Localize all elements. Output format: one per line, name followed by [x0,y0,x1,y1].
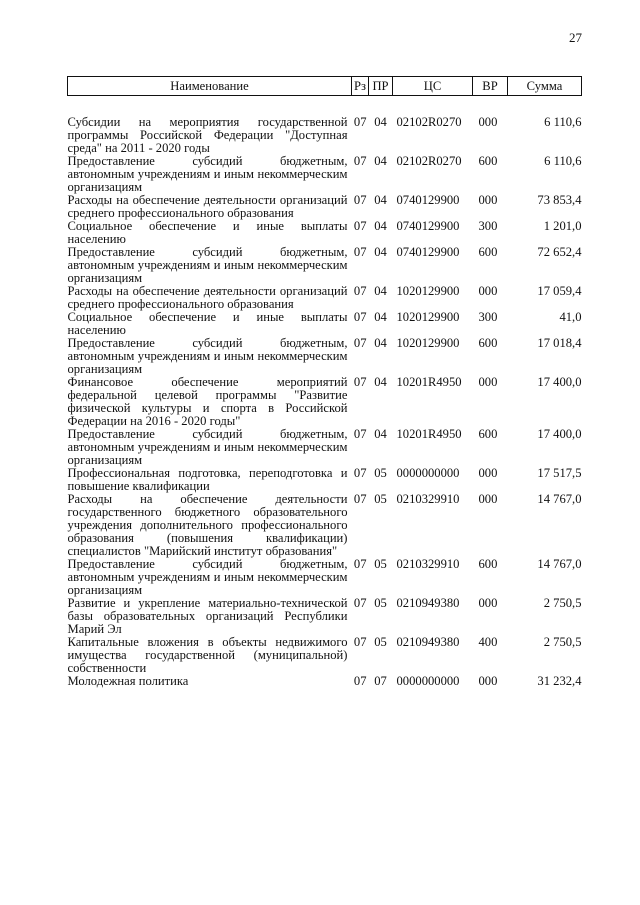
header-cs: ЦС [393,77,473,96]
cell-name: Развитие и укрепление материально-технической базы образовательных организаций Республики Марий Эл [67,596,348,636]
cell-name: Расходы на обеспечение деятельности организаций среднего профессионального образования [67,193,348,220]
table-row [68,376,582,428]
header-vr: ВР [473,77,508,96]
cell-cs: 0210329910 [396,492,460,506]
cell-vr: 000 [478,375,498,389]
cell-rz: 07 [353,193,367,207]
cell-vr: 000 [478,115,498,129]
cell-name: Молодежная политика [67,674,189,688]
cell-cs: 1020129900 [396,310,460,324]
cell-vr: 400 [478,635,498,649]
cell-vr: 000 [478,596,498,610]
cell-sum: 73 853,4 [537,193,582,207]
cell-sum: 41,0 [559,310,582,324]
cell-pr: 07 [374,674,387,688]
header-sum: Сумма [508,77,582,96]
cell-sum: 72 652,4 [537,245,582,259]
table-row [68,675,582,688]
cell-sum: 14 767,0 [537,557,582,571]
cell-sum: 6 110,6 [544,115,582,129]
cell-vr: 000 [478,674,498,688]
cell-name: Финансовое обеспечение мероприятий федеральной целевой программы "Развитие физической культуры и спорта в Российской Федерации на 2016 - 2020 годы" [67,375,348,428]
cell-pr: 04 [374,336,387,350]
table-header-row [68,77,582,96]
cell-name: Социальное обеспечение и иные выплаты населению [67,310,348,337]
cell-cs: 10201R4950 [396,375,462,389]
cell-sum: 17 400,0 [537,375,582,389]
cell-rz: 07 [353,154,367,168]
cell-rz: 07 [353,219,367,233]
cell-name: Предоставление субсидий бюджетным, автономным учреждениям и иным некоммерческим организациям [67,427,348,467]
cell-pr: 05 [374,557,387,571]
cell-pr: 04 [374,115,387,129]
cell-pr: 04 [374,219,387,233]
cell-rz: 07 [353,492,367,506]
cell-name: Предоставление субсидий бюджетным, автономным учреждениям и иным некоммерческим организациям [67,245,348,285]
cell-pr: 05 [374,635,387,649]
cell-cs: 0210949380 [396,596,460,610]
cell-cs: 1020129900 [396,284,460,298]
table-row [68,194,582,220]
cell-cs: 10201R4950 [396,427,462,441]
cell-rz: 07 [353,596,367,610]
cell-name: Социальное обеспечение и иные выплаты населению [67,219,348,246]
table-row [68,155,582,194]
cell-rz: 07 [353,427,367,441]
cell-cs: 02102R0270 [396,154,462,168]
cell-pr: 04 [374,245,387,259]
cell-rz: 07 [353,115,367,129]
cell-rz: 07 [353,310,367,324]
cell-cs: 0000000000 [396,466,460,480]
table-body [68,96,582,689]
cell-cs: 0740129900 [396,193,460,207]
cell-name: Субсидии на мероприятия государственной программы Российской Федерации "Доступная среда" на 2011 - 2020 годы [67,115,348,155]
cell-name: Профессиональная подготовка, переподготовка и повышение квалификации [67,466,348,493]
table-row [68,246,582,285]
cell-rz: 07 [353,635,367,649]
budget-table [67,76,582,688]
table-row [68,558,582,597]
table-row [68,285,582,311]
cell-pr: 04 [374,427,387,441]
cell-name: Капитальные вложения в объекты недвижимого имущества государственной (муниципальной) собственности [67,635,348,675]
table-row [68,311,582,337]
cell-sum: 1 201,0 [543,219,582,233]
cell-vr: 000 [478,284,498,298]
cell-name: Расходы на обеспечение деятельности государственного бюджетного образовательного учреждения дополнительного профессионального образования (повышения квалификации) специалистов "Марийский институт образования" [67,492,348,558]
page-number: 27 [569,30,582,45]
cell-pr: 05 [374,466,387,480]
cell-vr: 000 [478,193,498,207]
cell-name: Предоставление субсидий бюджетным, автономным учреждениям и иным некоммерческим организациям [67,336,348,376]
cell-name: Предоставление субсидий бюджетным, автономным учреждениям и иным некоммерческим организациям [67,154,348,194]
header-pr: ПР [369,77,393,96]
cell-vr: 600 [478,557,498,571]
table-row [68,597,582,636]
cell-vr: 000 [478,466,498,480]
cell-name: Расходы на обеспечение деятельности организаций среднего профессионального образования [67,284,348,311]
cell-sum: 14 767,0 [537,492,582,506]
table-row [68,428,582,467]
cell-sum: 17 517,5 [537,466,582,480]
cell-cs: 0210949380 [396,635,460,649]
cell-sum: 31 232,4 [537,674,582,688]
cell-sum: 17 400,0 [537,427,582,441]
cell-pr: 04 [374,193,387,207]
cell-sum: 2 750,5 [543,596,582,610]
cell-pr: 04 [374,375,387,389]
cell-rz: 07 [353,375,367,389]
cell-vr: 600 [478,427,498,441]
table-row [68,493,582,558]
cell-rz: 07 [353,284,367,298]
cell-cs: 0210329910 [396,557,460,571]
cell-vr: 300 [478,310,498,324]
cell-rz: 07 [353,245,367,259]
cell-pr: 05 [374,492,387,506]
cell-vr: 000 [478,492,498,506]
cell-vr: 600 [478,154,498,168]
header-rz: Рз [352,77,369,96]
cell-vr: 600 [478,245,498,259]
table-row [68,337,582,376]
cell-cs: 0000000000 [396,674,460,688]
cell-cs: 0740129900 [396,245,460,259]
cell-vr: 300 [478,219,498,233]
cell-sum: 17 059,4 [537,284,582,298]
cell-sum: 2 750,5 [543,635,582,649]
cell-rz: 07 [353,336,367,350]
cell-rz: 07 [353,557,367,571]
header-name: Наименование [68,77,352,96]
cell-cs: 1020129900 [396,336,460,350]
table-row [68,467,582,493]
cell-rz: 07 [353,674,367,688]
cell-pr: 04 [374,154,387,168]
cell-cs: 02102R0270 [396,115,462,129]
cell-sum: 17 018,4 [537,336,582,350]
table-row [68,96,582,156]
table-row [68,636,582,675]
cell-rz: 07 [353,466,367,480]
cell-sum: 6 110,6 [544,154,582,168]
cell-pr: 04 [374,284,387,298]
cell-vr: 600 [478,336,498,350]
table-row [68,220,582,246]
cell-cs: 0740129900 [396,219,460,233]
cell-name: Предоставление субсидий бюджетным, автономным учреждениям и иным некоммерческим организациям [67,557,348,597]
cell-pr: 04 [374,310,387,324]
cell-pr: 05 [374,596,387,610]
